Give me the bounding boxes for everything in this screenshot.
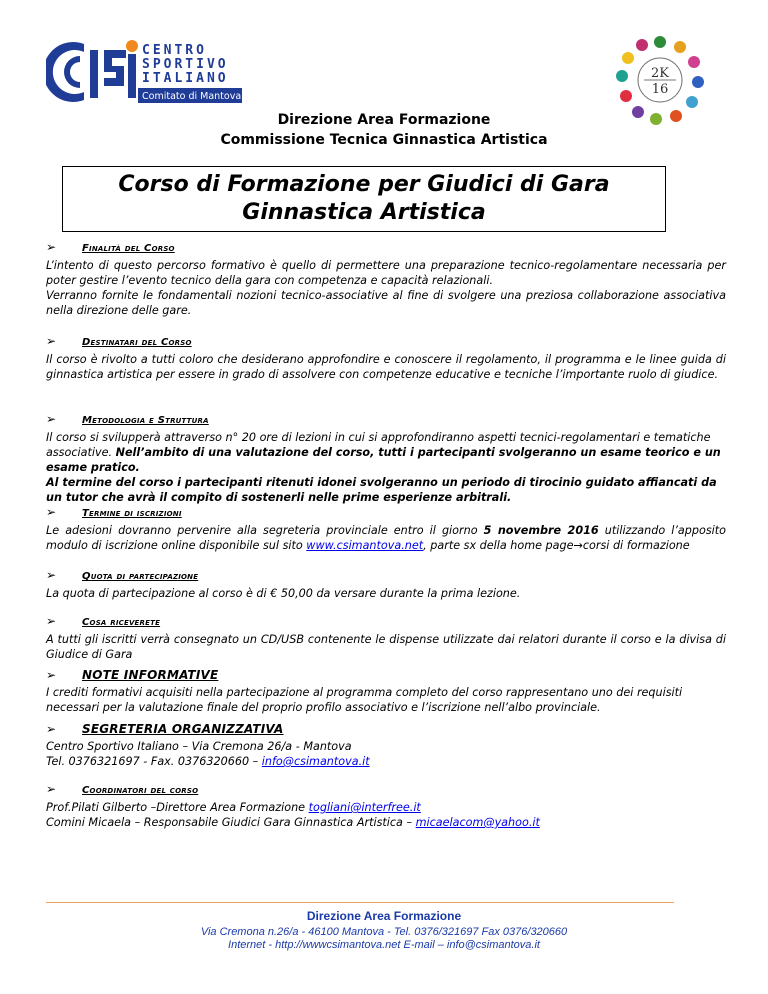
bullet-arrow-icon: ➢ [46, 505, 57, 519]
section-text: Il corso è rivolto a tutti coloro che desiderano approfondire e conoscere il regolamento, il programma e le linee guida di ginnastica artistica per essere in grado di assolvere con competenze educative e tecniche l’importante ruolo di giudice. [46, 353, 726, 381]
bullet-arrow-icon: ➢ [46, 334, 57, 348]
section-title: SEGRETERIA ORGANIZZATIVA [82, 722, 284, 736]
section-title: Termine di iscrizioni [82, 508, 182, 519]
logo-line3: ITALIANO [142, 71, 229, 86]
bullet-arrow-icon: ➢ [46, 722, 57, 736]
section-text-bold-2: Al termine del corso i partecipanti ritenuti idonei svolgeranno un periodo di tirocinio guidato affiancati da un tutor che avrà il compito di sostenerli nelle prime esperienze arbitrali. [46, 476, 717, 504]
section-text: L’intento di questo percorso formativo è quello di permettere una preparazione tecnico-regolamentare necessaria per poter gestire l’evento tecnico della gara con competenza e capacità relazionali. [46, 259, 726, 287]
section-text: La quota di partecipazione al corso è di € 50,00 da versare durante la prima lezione. [46, 587, 521, 600]
section-title: Coordinatori del corso [82, 785, 199, 796]
section-title: Finalità del Corso [82, 243, 175, 254]
section-cosa [46, 614, 726, 662]
section-segreteria [46, 722, 726, 769]
section-termine [46, 505, 726, 553]
header-line1: Direzione Area Formazione [277, 112, 491, 128]
footer-address: Via Cremona n.26/a - 46100 Mantova - Tel. 0376/321697 Fax 0376/320660 [200, 926, 568, 938]
logo-line2: SPORTIVO [142, 57, 229, 72]
section-text: Le adesioni dovranno pervenire alla segreteria provinciale entro il giorno [46, 524, 484, 537]
bullet-arrow-icon: ➢ [46, 240, 57, 254]
footer-contacts: Internet - http://wwwcsimantova.net E-mail – info@csimantova.it [228, 939, 540, 951]
deadline-date: 5 novembre 2016 [483, 524, 599, 537]
section-quota [46, 568, 726, 601]
section-text: I crediti formativi acquisiti nella partecipazione al programma completo del corso rappresentano uno dei requisiti necessari per la valutazione finale del proprio profilo associativo e l’iscrizione nell’albo provinciale. [46, 686, 683, 714]
segreteria-email-link[interactable]: info@csimantova.it [261, 755, 370, 768]
coordinator-1: Prof.Pilati Gilberto –Direttore Area Formazione [46, 801, 309, 814]
badge-bottom-text: 16 [651, 82, 669, 97]
header-line2: Commissione Tecnica Ginnastica Artistica [220, 132, 548, 148]
course-title-line2: Ginnastica Artistica [242, 200, 486, 225]
section-metodologia [46, 412, 726, 505]
section-text-cont: utilizzando l’apposito modulo di iscrizione online disponibile sul sito [46, 524, 726, 552]
bullet-arrow-icon: ➢ [46, 782, 57, 796]
section-destinatari [46, 334, 726, 382]
section-text-cont3: corsi di formazione [582, 539, 690, 552]
section-title: Destinatari del Corso [82, 337, 192, 348]
section-text-cont2: , parte sx della home page [423, 539, 574, 552]
bullet-arrow-icon: ➢ [46, 412, 57, 426]
footer-divider [46, 902, 674, 903]
logo-subtitle: Comitato di Mantova [142, 91, 242, 102]
right-arrow-icon: → [573, 539, 583, 552]
coordinator-2: Comini Micaela – Responsabile Giudici Gara Ginnastica Artistica – [46, 816, 416, 829]
footer-title: Direzione Area Formazione [306, 909, 462, 923]
section-text-bold: Nell’ambito di una valutazione del corso, tutti i partecipanti svolgeranno un esame teorico e un esame pratico. [46, 446, 721, 474]
section-title: Cosa riceverete [82, 617, 161, 628]
website-link[interactable]: www.csimantova.net [306, 539, 424, 552]
badge-top-text: 2K [651, 66, 669, 81]
section-title: Metodologia e Struttura [82, 415, 209, 426]
section-text-2: Verranno fornite le fondamentali nozioni tecnico-associative al fine di svolgere una preziosa collaborazione associativa nella direzione delle gare. [46, 289, 726, 317]
section-coordinatori [46, 782, 726, 830]
bullet-arrow-icon: ➢ [46, 568, 57, 582]
course-title-line1: Corso di Formazione per Giudici di Gara [118, 172, 610, 197]
bullet-arrow-icon: ➢ [46, 668, 57, 682]
section-text: A tutti gli iscritti verrà consegnato un CD/USB contenente le dispense utilizzate dai relatori durante il corso e la divisa di Giudice di Gara [46, 633, 726, 661]
logo-line1: CENTRO [142, 43, 207, 58]
section-title: NOTE INFORMATIVE [82, 668, 219, 682]
coordinator-2-email-link[interactable]: micaelacom@yahoo.it [415, 816, 540, 829]
section-text: Il corso si svilupperà attraverso n° 20 ore di lezioni in cui si approfondiranno aspetti tecnici-regolamentari e tematiche associative. [46, 431, 711, 459]
csi-logo-mark [46, 40, 138, 102]
coordinator-1-email-link[interactable]: togliani@interfree.it [308, 801, 421, 814]
segreteria-phone: Tel. 0376321697 - Fax. 0376320660 – [46, 755, 262, 768]
csi-logo [46, 36, 246, 108]
section-title: Quota di partecipazione [82, 571, 199, 582]
section-note [46, 668, 726, 715]
course-title-box [62, 166, 666, 232]
section-finalita [46, 240, 726, 318]
segreteria-address: Centro Sportivo Italiano – Via Cremona 26/a - Mantova [46, 740, 352, 753]
bullet-arrow-icon: ➢ [46, 614, 57, 628]
